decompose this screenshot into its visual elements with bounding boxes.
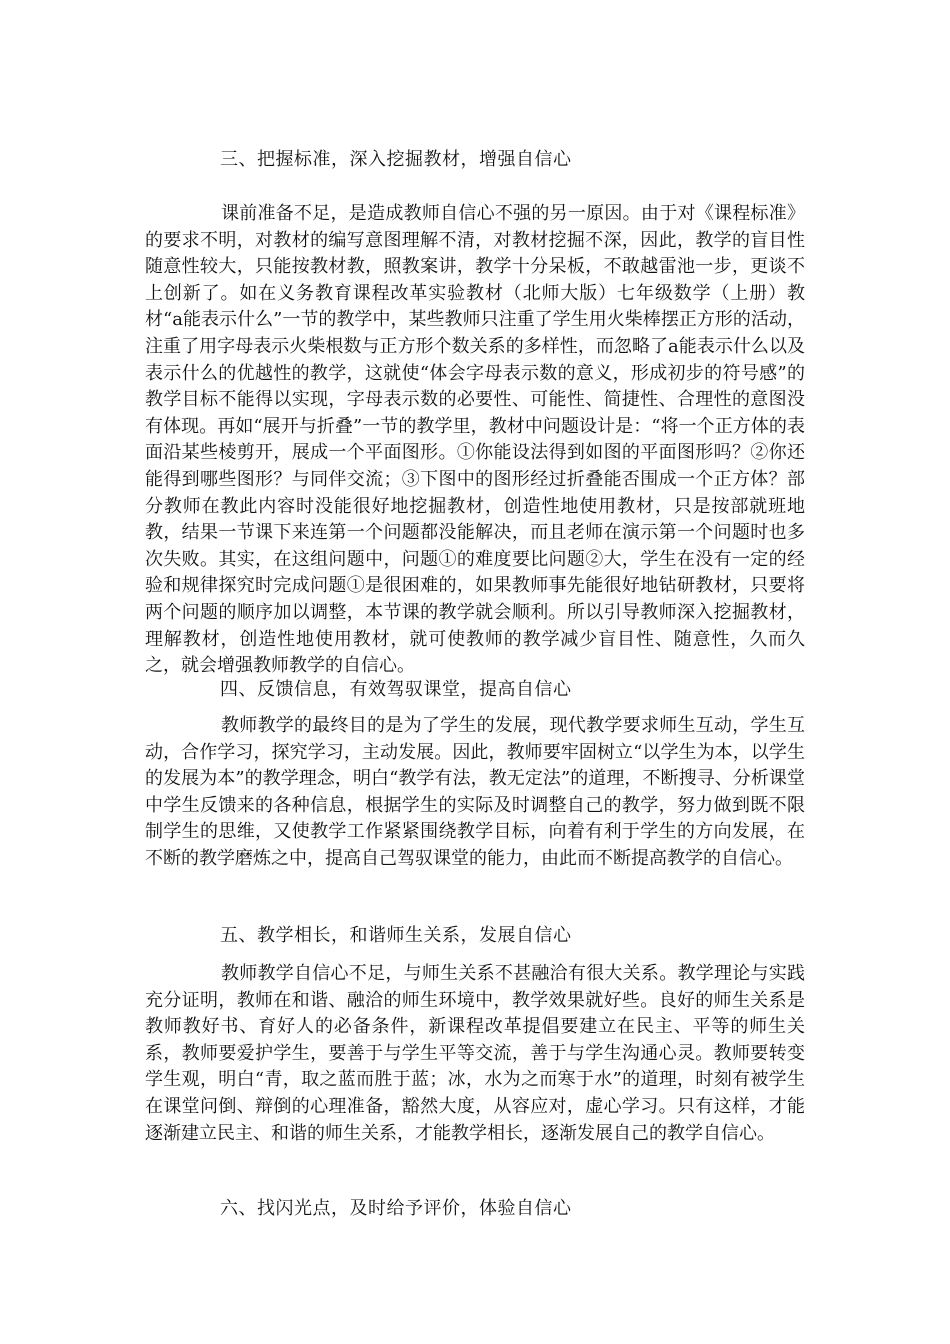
section-body-4: 教师教学的最终目的是为了学生的发展，现代教学要求师生互动，学生互动，合作学习，探究学习，主动发展。因此，教师要牢固树立“以学生为本，以学生的发展为本”的教学理念，明白“教学有法，教无定法”的道理，不断搜寻、分析课堂中学生反馈来的各种信息，根据学生的实际及时调整自己的教学，努力做到既不限制学生的思维，又使教学工作紧紧围绕教学目标，向着有利于学生的方向发展，在不断的教学磨炼之中，提高自己驾驭课堂的能力，由此而不断提高教学的自信心。: [145, 715, 805, 869]
section-body-3: 课前准备不足，是造成教师自信心不强的另一原因。由于对《课程标准》的要求不明，对教材的编写意图理解不清，对教材挖掘不深，因此，教学的盲目性随意性较大，只能按教材教，照教案讲，教学十分呆板，不敢越雷池一步，更谈不上创新了。如在义务教育课程改革实验教材（北师大版）七年级数学（上册）教材“a能表示什么”一节的教学中，某些教师只注重了学生用火柴棒摆正方形的活动，注重了用字母表示火柴根数与正方形个数关系的多样性，而忽略了a能表示什么以及表示什么的优越性的教学，这就使“体会字母表示数的意义，形成初步的符号感”的教学目标不能得以实现，字母表示数的必要性、可能性、简捷性、合理性的意图没有体现。再如“展开与折叠”一节的教学里，教材中问题设计是：“将一个正方体的表面沿某些棱剪开，展成一个平面图形。①你能设法得到如图的平面图形吗？②你还能得到哪些图形？与同伴交流；③下图中的图形经过折叠能否围成一个正方体？部分教师在教此内容时没能很好地挖掘教材，创造性地使用教材，只是按部就班地教，结果一节课下来连第一个问题都没能解决，而且老师在演示第一个问题时也多次失败。其实，在这组问题中，问题①的难度要比问题②大，学生在没有一定的经验和规律探究时完成问题①是很困难的，如果教师事先能很好地钻研教材，只要将两个问题的顺序加以调整，本节课的教学就会顺利。所以引导教师深入挖掘教材，理解教材，创造性地使用教材，就可使教师的教学减少盲目性、随意性，久而久之，就会增强教师教学的自信心。: [145, 203, 805, 677]
section-body-5: 教师教学自信心不足，与师生关系不甚融洽有很大关系。教学理论与实践充分证明，教师在和谐、融洽的师生环境中，教学效果就好些。良好的师生关系是教师教好书、育好人的必备条件，新课程改革提倡要建立在民主、平等的师生关系，教师要爱护学生，要善于与学生平等交流，善于与学生沟通心灵。教师要转变学生观，明白“青，取之蓝而胜于蓝；冰，水为之而寒于水”的道理，时刻有被学生在课堂问倒、辩倒的心理准备，豁然大度，从容应对，虚心学习。只有这样，才能逐渐建立民主、和谐的师生关系，才能教学相长，逐渐发展自己的教学自信心。: [145, 963, 805, 1144]
section-heading-4: 四、反馈信息，有效驾驭课堂，提高自信心: [220, 679, 572, 700]
section-heading-5: 五、教学相长，和谐师生关系，发展自信心: [220, 925, 572, 946]
section-heading-3: 三、把握标准，深入挖掘教材，增强自信心: [220, 149, 572, 170]
section-heading-6: 六、找闪光点，及时给予评价，体验自信心: [220, 1198, 572, 1219]
